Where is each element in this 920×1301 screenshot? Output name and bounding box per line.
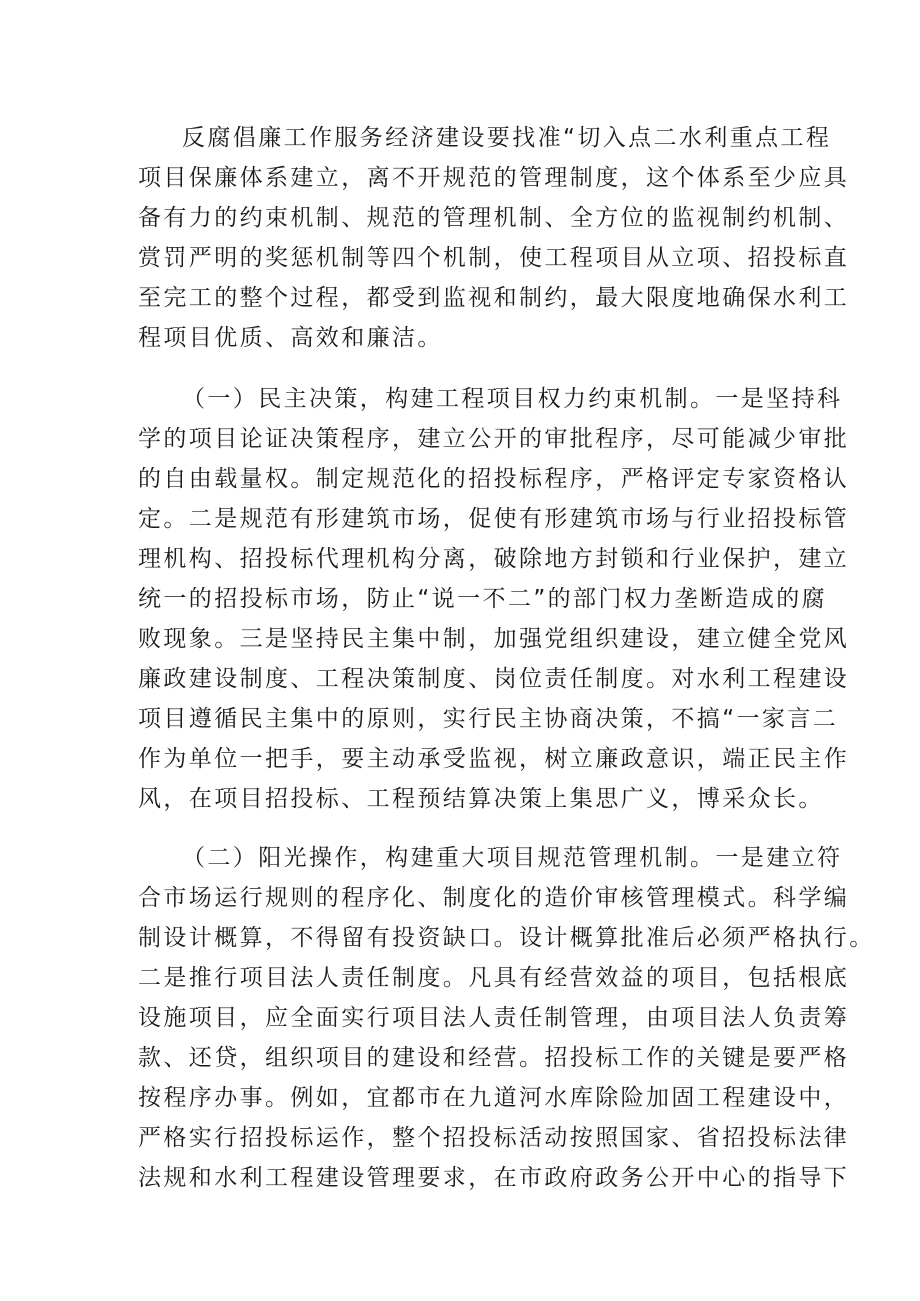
- text-line: 项目遵循民主集中的原则，实行民主协商决策，不搞“一家言二: [138, 706, 839, 732]
- text-line: 严格实行招投标运作，整个招投标活动按照国家、省招投标法律: [138, 1125, 850, 1151]
- text-line: 设施项目，应全面实行项目法人责任制管理，由项目法人负责筹: [138, 1005, 850, 1031]
- text-line: 作为单位一把手，要主动承受监视，树立廉政意识，端正民主作: [138, 746, 850, 772]
- text-line: （一）民主决策，构建工程项目权力约束机制。一是坚持科: [182, 386, 843, 412]
- text-line: 合市场运行规则的程序化、制度化的造价审核管理模式。科学编: [138, 885, 850, 911]
- text-line: 二是推行项目法人责任制度。凡具有经营效益的项目，包括根底: [138, 965, 850, 991]
- text-line: 按程序办事。例如，宜都市在九道河水库除险加固工程建设中，: [138, 1085, 850, 1111]
- text-line: 廉政建设制度、工程决策制度、岗位责任制度。对水利工程建设: [138, 666, 850, 692]
- text-line: 至完工的整个过程，都受到监视和制约，最大限度地确保水利工: [138, 285, 850, 311]
- text-line: 的自由载量权。制定规范化的招投标程序，严格评定专家资格认: [138, 466, 850, 492]
- text-line: 备有力的约束机制、规范的管理机制、全方位的监视制约机制、: [138, 205, 850, 231]
- text-line: 项目保廉体系建立，离不开规范的管理制度，这个体系至少应具: [138, 165, 850, 191]
- text-line: 制设计概算，不得留有投资缺口。设计概算批准后必须严格执行。: [138, 925, 875, 951]
- text-line: 学的项目论证决策程序，建立公开的审批程序，尽可能减少审批: [138, 426, 850, 452]
- text-line: 风，在项目招投标、工程预结算决策上集思广义，博采众长。: [138, 786, 824, 812]
- text-line: 败现象。三是坚持民主集中制，加强党组织建设，建立健全党风: [138, 626, 850, 652]
- text-line: 反腐倡廉工作服务经济建设要找准“切入点二水利重点工程: [182, 125, 832, 151]
- text-line: 赏罚严明的奖惩机制等四个机制，使工程项目从立项、招投标直: [138, 245, 850, 271]
- text-line: 定。二是规范有形建筑市场，促使有形建筑市场与行业招投标管: [138, 506, 850, 532]
- text-line: 款、还贷，组织项目的建设和经营。招投标工作的关键是要严格: [138, 1045, 850, 1071]
- text-line: 理机构、招投标代理机构分离，破除地方封锁和行业保护，建立: [138, 546, 850, 572]
- text-line: 程项目优质、高效和廉洁。: [138, 325, 443, 351]
- text-line: 法规和水利工程建设管理要求，在市政府政务公开中心的指导下: [138, 1165, 850, 1191]
- text-line: （二）阳光操作，构建重大项目规范管理机制。一是建立符: [182, 845, 843, 871]
- text-line: 统一的招投标市场，防止“说一不二”的部门权力垄断造成的腐: [138, 586, 828, 612]
